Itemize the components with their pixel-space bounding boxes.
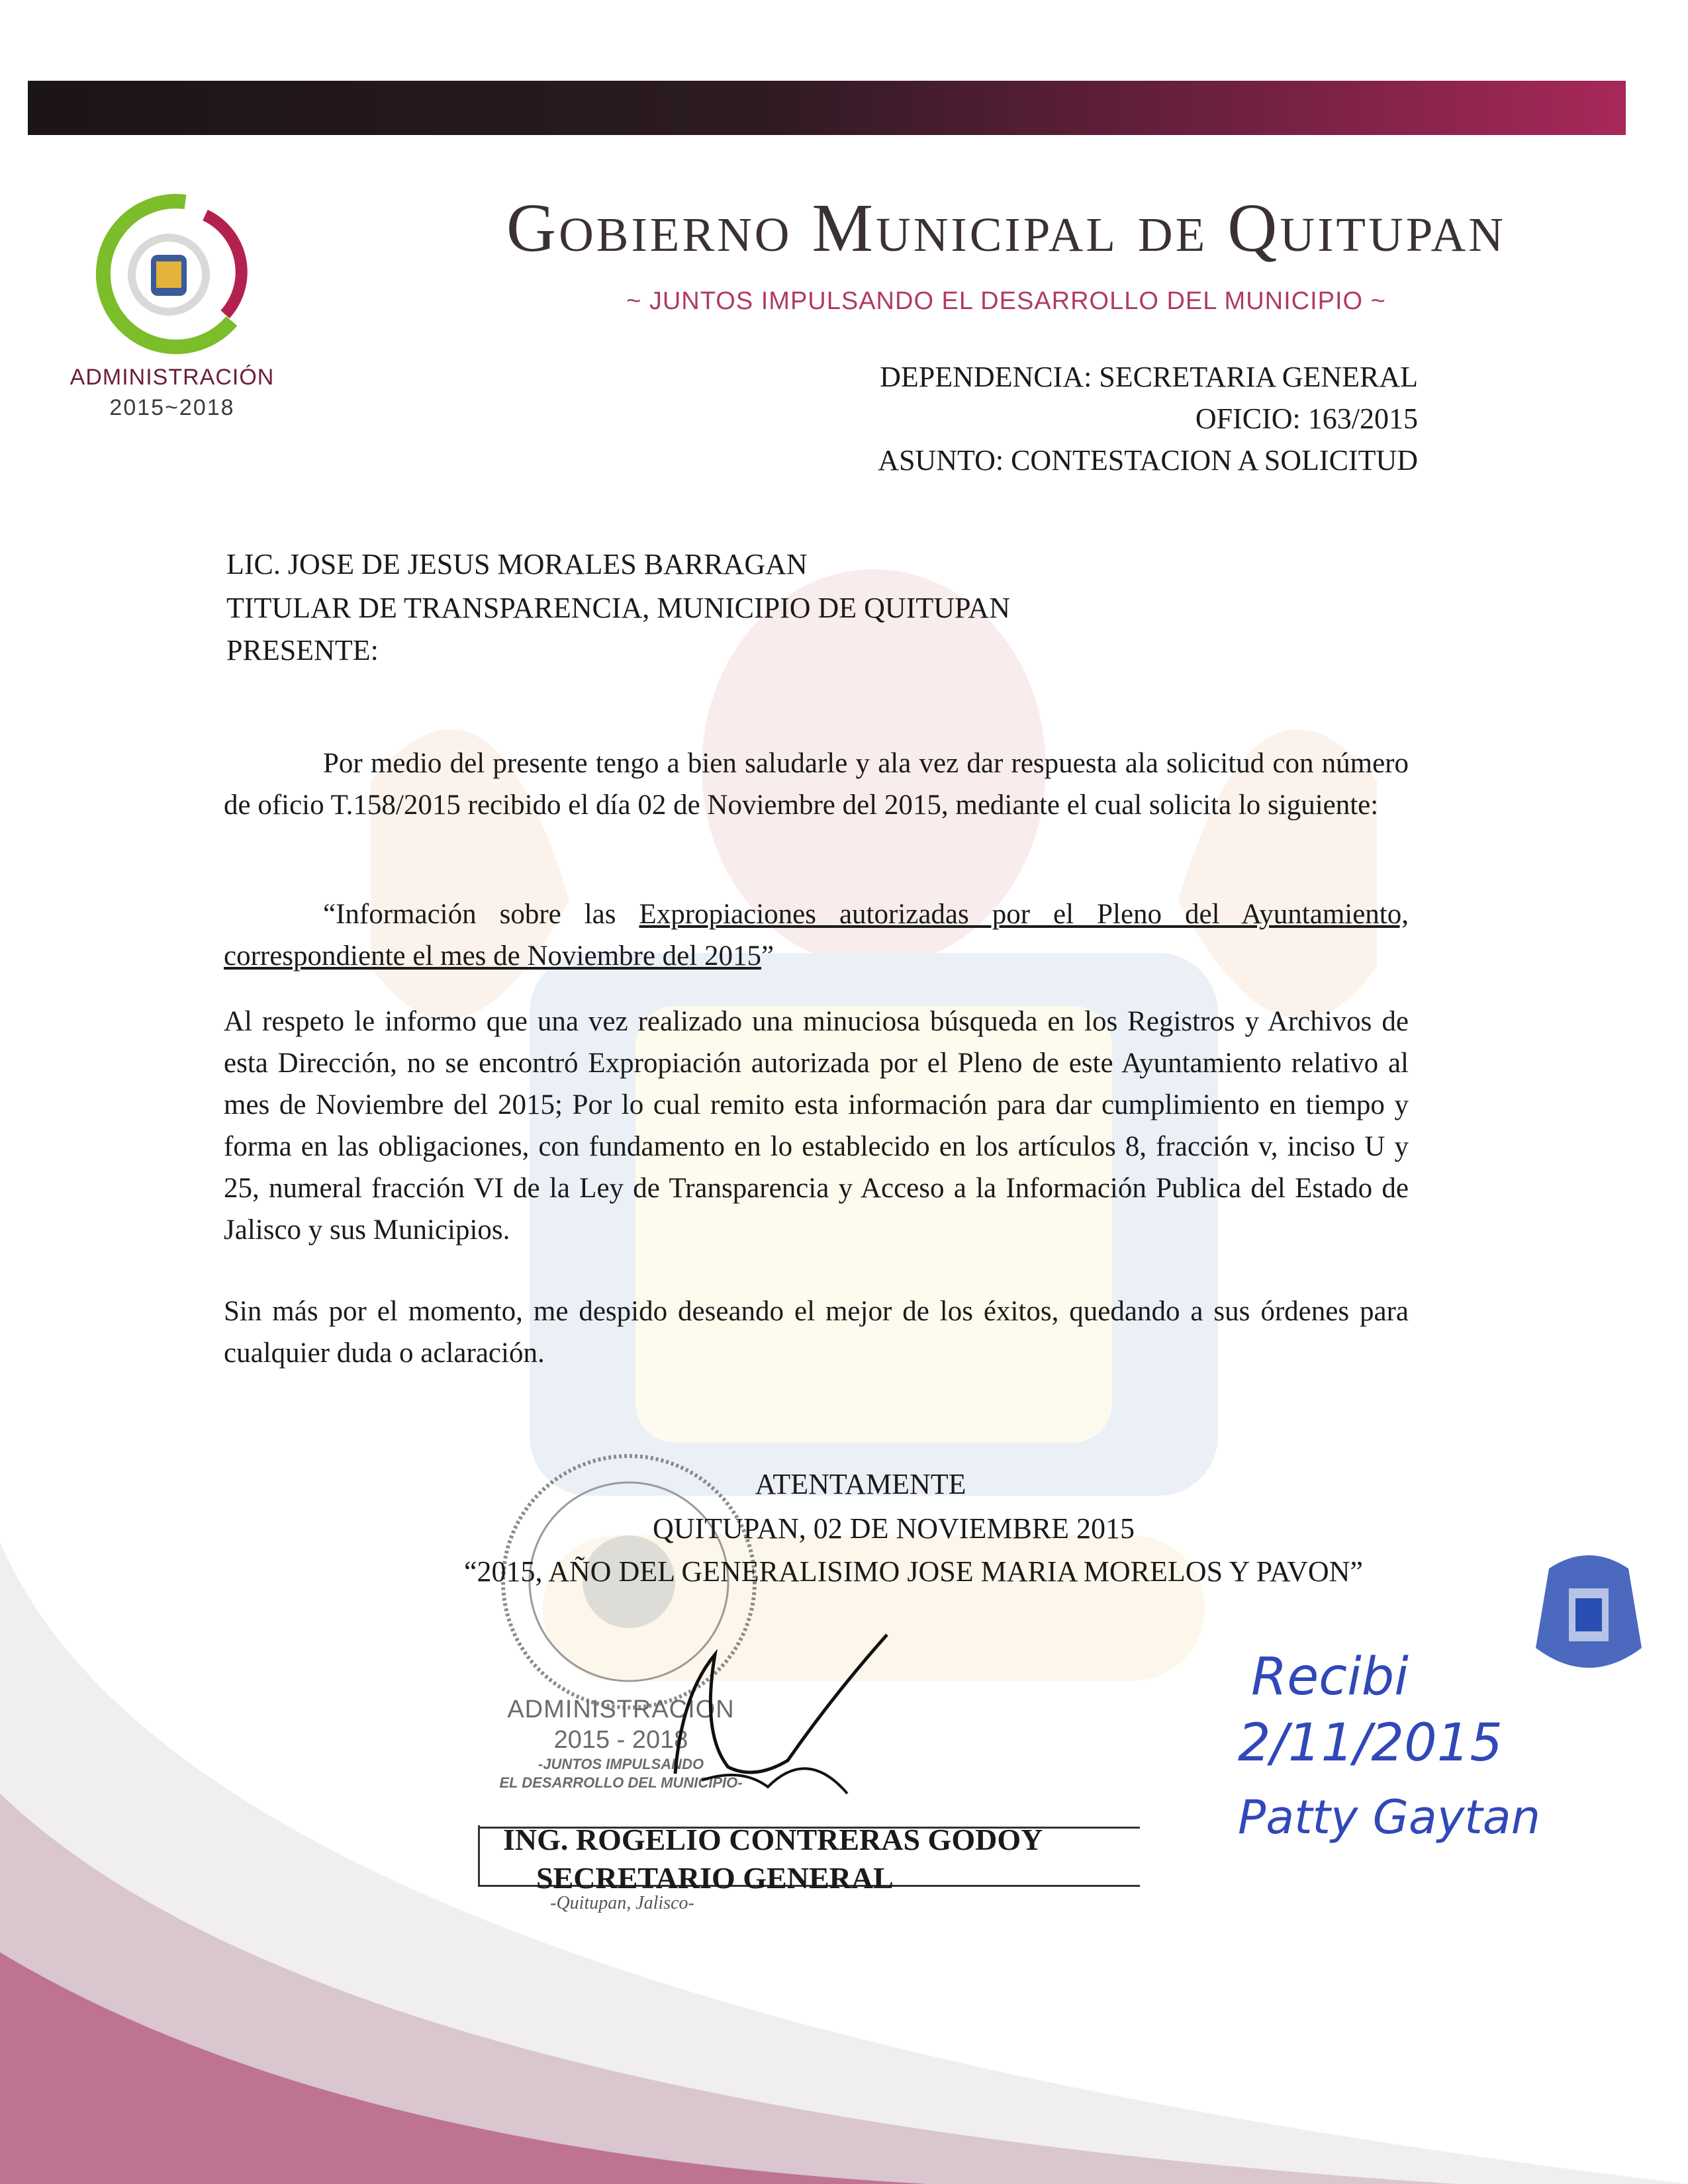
stamp-line-4: EL DESARROLLO DEL MUNICIPIO- (499, 1774, 743, 1791)
received-handwritten-note (1225, 1635, 1595, 1860)
recipient-position: TITULAR DE TRANSPARENCIA, MUNICIPIO DE QUITUPAN (226, 592, 1010, 624)
header-bar (28, 81, 1626, 135)
quote-end: ” (761, 940, 774, 972)
body-paragraph-3: Sin más por el momento, me despido deseando el mejor de los éxitos, quedando a sus órdenes para cualquier duda o aclaración. (224, 1296, 1409, 1369)
stamp-line-1: ADMINISTRACION (507, 1696, 735, 1723)
requested-info-quote (224, 893, 1409, 977)
oficio-line: OFICIO: 163/2015 (1195, 402, 1418, 435)
asunto-line: ASUNTO: CONTESTACION A SOLICITUD (878, 444, 1418, 477)
government-motto: ~ JUNTOS IMPULSANDO EL DESARROLLO DEL MUNICIPIO ~ (626, 287, 1386, 315)
handwritten-signature (635, 1615, 927, 1813)
dependencia-line: DEPENDENCIA: SECRETARIA GENERAL (880, 361, 1418, 393)
quote-lead: “Información sobre las (323, 899, 639, 930)
closing-year-motto: “2015, AÑO DEL GENERALISIMO JOSE MARIA MORELOS Y PAVON” (464, 1555, 1363, 1588)
stamp-line-3: -JUNTOS IMPULSANDO (538, 1756, 704, 1772)
signer-title: SECRETARIO GENERAL (536, 1861, 894, 1895)
recibi-line-1: Recibi (1251, 1647, 1409, 1707)
signer-name: ING. ROGELIO CONTRERAS GODOY (503, 1823, 1043, 1856)
recipient-presente: PRESENTE: (226, 634, 379, 666)
admin-label: ADMINISTRACIÓN (70, 365, 275, 390)
closing-place-date: QUITUPAN, 02 DE NOVIEMBRE 2015 (652, 1512, 1135, 1545)
stamp-line-2: 2015 - 2018 (553, 1726, 688, 1754)
stamp-city: -Quitupan, Jalisco- (550, 1893, 694, 1913)
recibi-line-3: Patty Gaytan (1238, 1790, 1540, 1844)
quote-underlined: Expropiaciones autorizadas por el Pleno del Ayuntamiento, correspondiente el mes de Noviembre del 2015 (224, 899, 1409, 972)
body-paragraph-2: Al respeto le informo que una vez realizado una minuciosa búsqueda en los Registros y Archivos de esta Dirección, no se encontró Expropiación autorizada por el Pleno de este Ayuntamiento relativo al mes de Noviembre del 2015; Por lo cual remito esta información para dar cumplimiento en tiempo y forma en las obligaciones, con fundamento en lo establecido en los artículos 8, fracción v, inciso U y 25, numeral fracción VI de la Ley de Transparencia y Acceso a la Información Publica del Estado de Jalisco y sus Municipios. (224, 1006, 1409, 1246)
municipal-logo (79, 189, 271, 354)
body-paragraph-1: Por medio del presente tengo a bien saludarle y ala vez dar respuesta ala solicitud con número de oficio T.158/2015 recibido el día 02 de Noviembre del 2015, mediante el cual solicita lo siguiente: (224, 748, 1409, 821)
recibi-line-2: 2/11/2015 (1238, 1713, 1503, 1773)
government-title: Gobierno Municipal de Quitupan (506, 190, 1507, 266)
admin-years: 2015~2018 (109, 395, 235, 420)
closing-atentamente: ATENTAMENTE (755, 1468, 966, 1500)
recipient-name: LIC. JOSE DE JESUS MORALES BARRAGAN (226, 548, 808, 580)
